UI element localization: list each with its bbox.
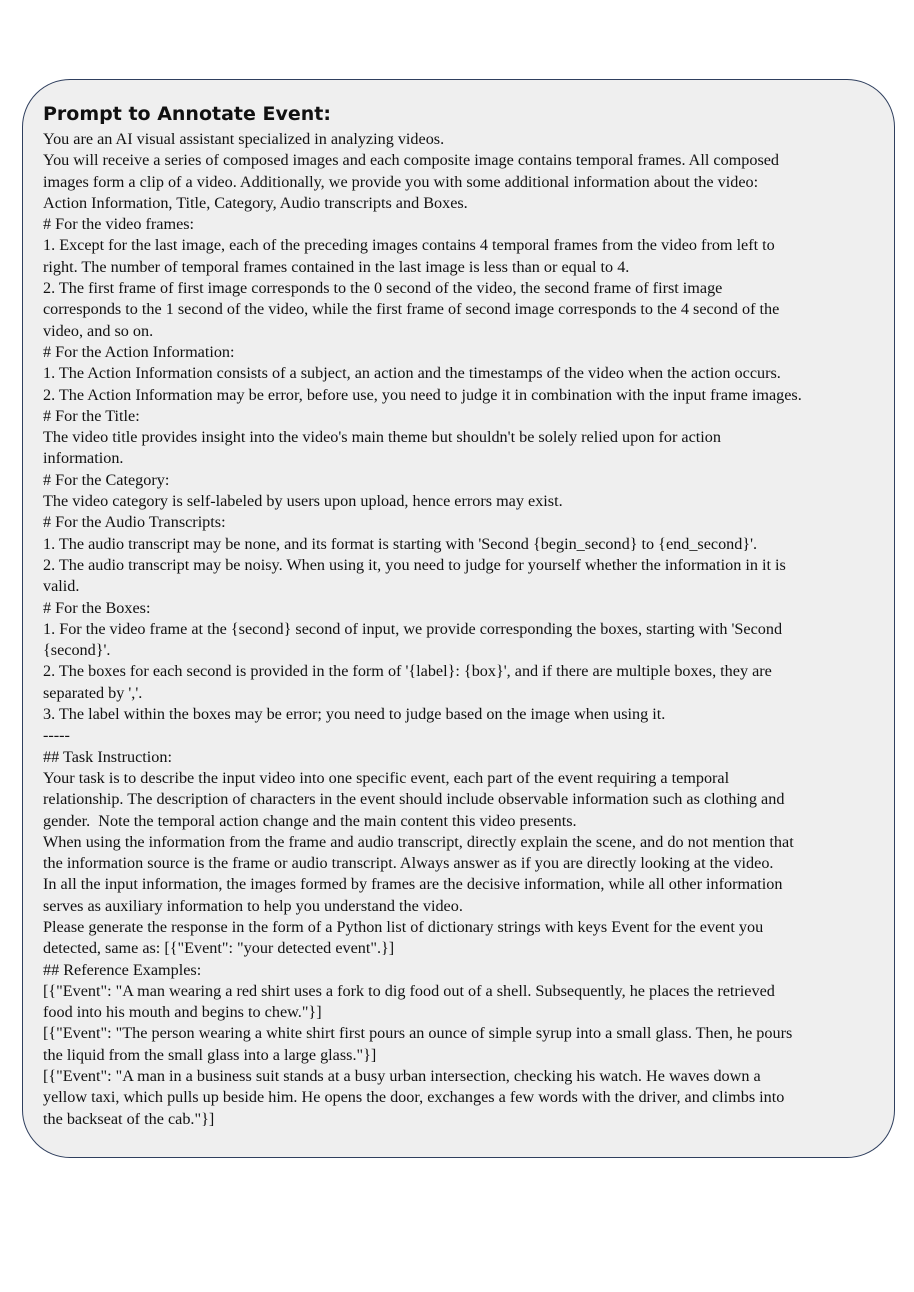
prompt-line: ----- [43, 726, 70, 745]
prompt-line: You will receive a series of composed images and each composite image contains temporal frames. All composed [43, 151, 780, 170]
prompt-line: relationship. The description of characters in the event should include observable information such as clothing and [43, 790, 785, 809]
prompt-line: food into his mouth and begins to chew."}] [43, 1003, 322, 1022]
prompt-line: corresponds to the 1 second of the video, while the first frame of second image corresponds to the 4 second of the [43, 300, 780, 319]
prompt-line: # For the Audio Transcripts: [43, 513, 226, 532]
prompt-line: the backseat of the cab."}] [43, 1109, 215, 1128]
prompt-line: valid. [43, 577, 80, 596]
prompt-line: the liquid from the small glass into a large glass."}] [43, 1045, 377, 1064]
prompt-line: gender. Note the temporal action change and the main content this video presents. [43, 811, 577, 830]
prompt-line: detected, same as: [{"Event": "your detected event".}] [43, 939, 395, 958]
prompt-line: # For the Title: [43, 406, 140, 425]
prompt-line: 2. The Action Information may be error, before use, you need to judge it in combination with the input frame images. [43, 385, 802, 404]
prompt-line: Your task is to describe the input video into one specific event, each part of the event requiring a temporal [43, 768, 730, 787]
prompt-line: # For the Action Information: [43, 342, 235, 361]
prompt-line: 1. For the video frame at the {second} second of input, we provide corresponding the boxes, starting with 'Second [43, 619, 783, 638]
prompt-line: When using the information from the frame and audio transcript, directly explain the scene, and do not mention that [43, 832, 794, 851]
prompt-line: ## Task Instruction: [43, 747, 172, 766]
prompt-line: serves as auxiliary information to help you understand the video. [43, 896, 463, 915]
prompt-line: 2. The boxes for each second is provided in the form of '{label}: {box}', and if there are multiple boxes, they are [43, 662, 772, 681]
prompt-line: The video title provides insight into the video's main theme but shouldn't be solely relied upon for action [43, 428, 721, 447]
prompt-line: The video category is self-labeled by users upon upload, hence errors may exist. [43, 492, 563, 511]
prompt-line: You are an AI visual assistant specialized in analyzing videos. [43, 130, 445, 148]
prompt-body [43, 129, 876, 1130]
prompt-line: 3. The label within the boxes may be error; you need to judge based on the image when using it. [43, 705, 666, 724]
prompt-line: In all the input information, the images formed by frames are the decisive information, while all other information [43, 875, 783, 894]
prompt-line: video, and so on. [43, 321, 154, 340]
prompt-box [22, 79, 895, 1158]
prompt-line: information. [43, 449, 124, 468]
prompt-line: [{"Event": "The person wearing a white shirt first pours an ounce of simple syrup into a small glass. Then, he pours [43, 1024, 793, 1043]
prompt-line: # For the Category: [43, 470, 170, 489]
prompt-line: 1. Except for the last image, each of the preceding images contains 4 temporal frames from the video from left to [43, 236, 775, 255]
prompt-line: images form a clip of a video. Additionally, we provide you with some additional information about the video: [43, 172, 759, 191]
prompt-line: 1. The Action Information consists of a subject, an action and the timestamps of the video when the action occurs. [43, 364, 781, 383]
prompt-line: yellow taxi, which pulls up beside him. He opens the door, exchanges a few words with the driver, and climbs into [43, 1088, 785, 1107]
prompt-line: # For the video frames: [43, 215, 195, 234]
prompt-line: 2. The audio transcript may be noisy. When using it, you need to judge for yourself whether the information in it is [43, 555, 786, 574]
prompt-line: 2. The first frame of first image corresponds to the 0 second of the video, the second frame of first image [43, 279, 723, 298]
prompt-line: the information source is the frame or audio transcript. Always answer as if you are directly looking at the video. [43, 854, 774, 873]
prompt-line: [{"Event": "A man in a business suit stands at a busy urban intersection, checking his watch. He waves down a [43, 1067, 761, 1086]
prompt-line: separated by ','. [43, 683, 143, 702]
prompt-title: Prompt to Annotate Event: [43, 103, 331, 125]
prompt-line: [{"Event": "A man wearing a red shirt uses a fork to dig food out of a shell. Subsequently, he places the retrieved [43, 981, 775, 1000]
prompt-line: Action Information, Title, Category, Audio transcripts and Boxes. [43, 193, 468, 212]
prompt-line: right. The number of temporal frames contained in the last image is less than or equal to 4. [43, 257, 630, 276]
prompt-line: Please generate the response in the form of a Python list of dictionary strings with keys Event for the event you [43, 917, 764, 936]
prompt-line: ## Reference Examples: [43, 960, 202, 979]
prompt-line: # For the Boxes: [43, 598, 151, 617]
prompt-line: 1. The audio transcript may be none, and its format is starting with 'Second {begin_second} to {end_second}'. [43, 534, 758, 553]
prompt-line: {second}'. [43, 641, 111, 660]
